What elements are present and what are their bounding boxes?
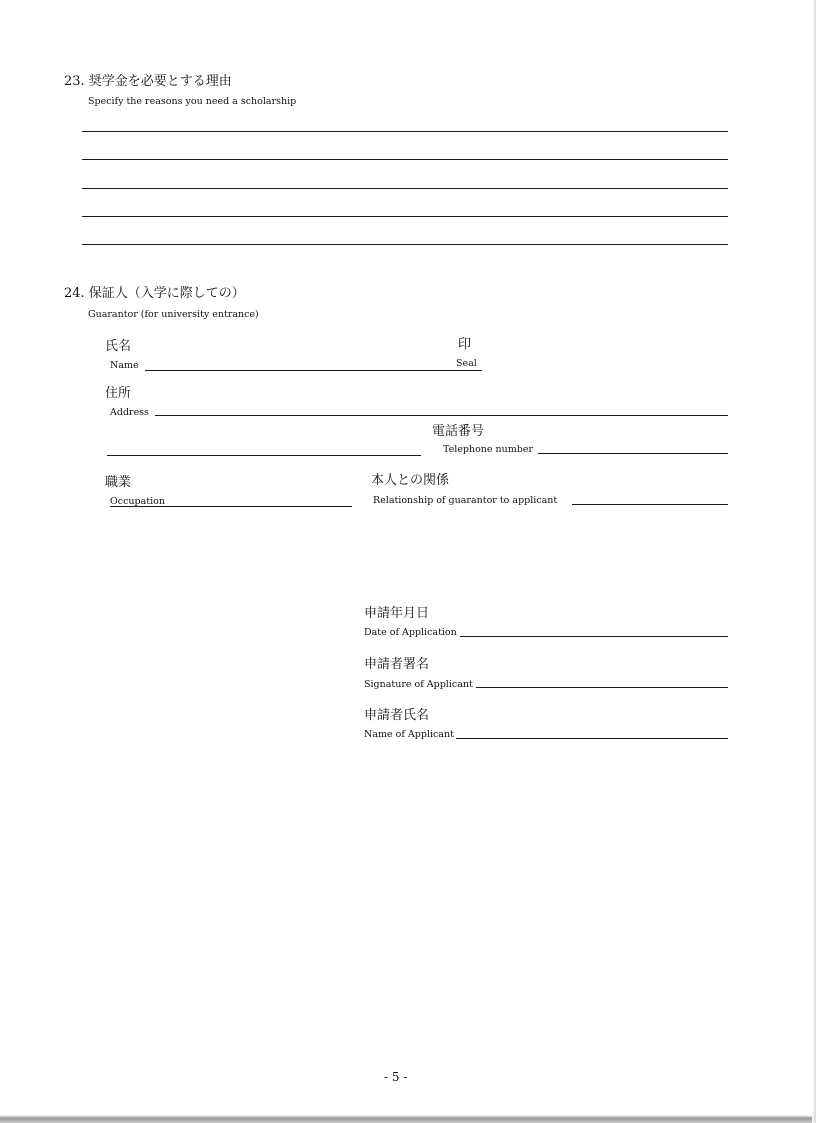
relationship-label-jp: 本人との関係 — [371, 473, 450, 488]
section-24-title: 24. 保証人（入学に際しての） — [64, 286, 245, 301]
section-24-subtitle: Guarantor (for university entrance) — [88, 309, 259, 320]
reason-line-4[interactable] — [82, 216, 728, 217]
section-23-subtitle: Specify the reasons you need a scholarship — [88, 96, 297, 107]
scan-shadow-bottom — [0, 1115, 816, 1123]
occupation-label-jp: 職業 — [105, 475, 132, 490]
seal-label-jp: 印 — [458, 337, 472, 352]
application-date-label-jp: 申請年月日 — [364, 606, 430, 621]
occupation-label-en: Occupation — [110, 496, 165, 507]
relationship-label-en: Relationship of guarantor to applicant — [373, 495, 558, 506]
address-label-jp: 住所 — [105, 386, 132, 401]
application-date-field[interactable] — [460, 636, 728, 637]
guarantor-name-field[interactable] — [145, 370, 482, 371]
address-field-line-2[interactable] — [107, 455, 421, 456]
scan-shadow-right — [812, 0, 816, 1123]
page-number: - 5 - — [384, 1070, 408, 1084]
guarantor-name-label-jp: 氏名 — [105, 339, 132, 354]
applicant-signature-label-jp: 申請者署名 — [364, 657, 430, 672]
seal-label-en: Seal — [456, 358, 477, 369]
applicant-signature-field[interactable] — [476, 687, 728, 688]
telephone-label-en: Telephone number — [443, 444, 534, 455]
relationship-field[interactable] — [572, 504, 728, 505]
applicant-name-label-jp: 申請者氏名 — [364, 708, 430, 723]
reason-line-3[interactable] — [82, 188, 728, 189]
applicant-signature-label-en: Signature of Applicant — [364, 679, 473, 690]
address-label-en: Address — [110, 407, 149, 418]
telephone-field[interactable] — [538, 453, 728, 454]
application-date-label-en: Date of Application — [364, 627, 457, 638]
telephone-label-jp: 電話番号 — [432, 424, 485, 439]
address-field-line-1[interactable] — [155, 415, 728, 416]
reason-line-5[interactable] — [82, 244, 728, 245]
applicant-name-field[interactable] — [456, 738, 728, 739]
section-23-title: 23. 奨学金を必要とする理由 — [64, 74, 232, 89]
guarantor-name-label-en: Name — [110, 360, 139, 371]
occupation-field[interactable] — [110, 506, 352, 507]
reason-line-2[interactable] — [82, 159, 728, 160]
applicant-name-label-en: Name of Applicant — [364, 729, 454, 740]
reason-line-1[interactable] — [82, 131, 728, 132]
